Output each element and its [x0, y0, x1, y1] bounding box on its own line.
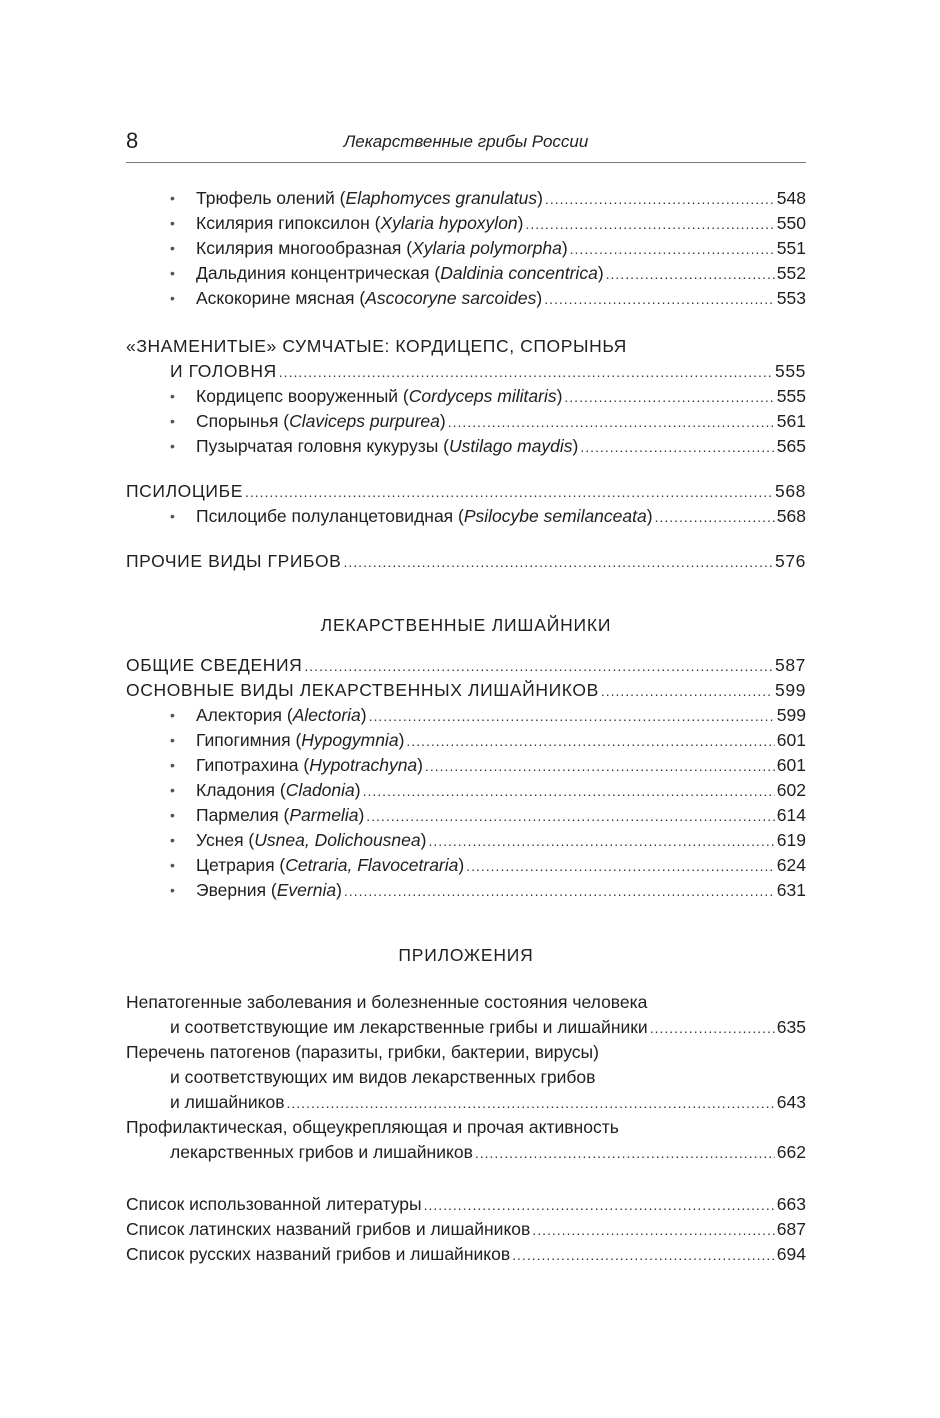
entry-text: Цетрария (Cetraria, Flavocetraria): [196, 855, 465, 875]
page-ref: 599: [775, 680, 806, 700]
page-ref: 694: [776, 1244, 806, 1264]
dot-leader: [406, 729, 774, 754]
entry-text: Эверния (Evernia): [196, 880, 342, 900]
entry-text: Спорынья (Claviceps purpurea): [196, 411, 446, 431]
dot-leader: [425, 754, 775, 779]
dot-leader: [279, 360, 773, 385]
toc-entry[interactable]: [126, 878, 806, 903]
dot-leader: [564, 385, 774, 410]
entry-text: Дальдиния концентрическая (Daldinia concentrica): [196, 263, 604, 283]
page-ref: 548: [776, 188, 806, 208]
page-ref: 565: [776, 436, 806, 456]
toc-entry[interactable]: [126, 828, 806, 853]
toc-entry-line2[interactable]: и соответствующие им лекарственные грибы и лишайники ..... 635: [126, 1015, 806, 1040]
bullet-icon: •: [170, 438, 175, 454]
toc-entry[interactable]: [126, 703, 806, 728]
entry-text: Уснея (Usnea, Dolichousnea): [196, 830, 427, 850]
toc-block-lichens: [126, 653, 806, 903]
bullet-icon: •: [170, 857, 175, 873]
toc-entry-line1[interactable]: Профилактическая, общеукрепляющая и прочая активность: [126, 1117, 619, 1137]
toc-block-famous-ascomycetes: [126, 334, 806, 459]
dot-leader: [245, 480, 773, 505]
toc-entry[interactable]: [126, 803, 806, 828]
entry-text: Псилоцибе полуланцетовидная (Psilocybe semilanceata): [196, 506, 653, 526]
toc-entry[interactable]: [126, 853, 806, 878]
bullet-icon: •: [170, 707, 175, 723]
entry-text: Пузырчатая головня кукурузы (Ustilago maydis): [196, 436, 579, 456]
toc-heading-line1[interactable]: «ЗНАМЕНИТЫЕ» СУМЧАТЫЕ: КОРДИЦЕПС, СПОРЫНЬЯ: [126, 336, 627, 356]
page-ref: 568: [776, 506, 806, 526]
dot-leader: [532, 1218, 774, 1243]
dot-leader: [655, 505, 775, 530]
dot-leader: [545, 187, 775, 212]
toc-entry[interactable]: [126, 778, 806, 803]
header-rule: [126, 162, 806, 163]
toc-entry[interactable]: [126, 211, 806, 236]
page-ref: 552: [776, 263, 806, 283]
dot-leader: [287, 1091, 775, 1116]
dot-leader: [475, 1141, 775, 1166]
page-ref: 602: [776, 780, 806, 800]
dot-leader: [363, 779, 775, 804]
page-ref: 619: [776, 830, 806, 850]
entry-text: Гипогимния (Hypogymnia): [196, 730, 405, 750]
dot-leader: [601, 679, 773, 704]
toc-heading-general[interactable]: ОБЩИЕ СВЕДЕНИЯ ..... 587: [126, 653, 806, 678]
toc-entry[interactable]: [126, 261, 806, 286]
toc-entry[interactable]: [126, 434, 806, 459]
toc-heading[interactable]: ПРОЧИЕ ВИДЫ ГРИБОВ ..... 576: [126, 549, 806, 574]
dot-leader: [366, 804, 775, 829]
entry-text: Пармелия (Parmelia): [196, 805, 365, 825]
page-ref: 614: [776, 805, 806, 825]
page-ref: 553: [776, 288, 806, 308]
toc-entry[interactable]: Список латинских названий грибов и лишайников ..... 687: [126, 1217, 806, 1242]
entry-text: Кладония (Cladonia): [196, 780, 361, 800]
toc-entry[interactable]: [126, 753, 806, 778]
bullet-icon: •: [170, 190, 175, 206]
bullet-icon: •: [170, 290, 175, 306]
page-ref: 561: [776, 411, 806, 431]
bullet-icon: •: [170, 732, 175, 748]
toc-heading-main-species[interactable]: ОСНОВНЫЕ ВИДЫ ЛЕКАРСТВЕННЫХ ЛИШАЙНИКОВ ..... 599: [126, 678, 806, 703]
entry-text: Трюфель олений (Elaphomyces granulatus): [196, 188, 543, 208]
dot-leader: [525, 212, 774, 237]
bullet-icon: •: [170, 882, 175, 898]
dot-leader: [424, 1193, 775, 1218]
entry-text: Ксилярия гипоксилон (Xylaria hypoxylon): [196, 213, 524, 233]
toc-entry[interactable]: Список использованной литературы ..... 663: [126, 1192, 806, 1217]
dot-leader: [369, 704, 775, 729]
toc-block-appendices: [126, 990, 806, 1165]
page-ref: 601: [776, 730, 806, 750]
dot-leader: [344, 879, 775, 904]
bullet-icon: •: [170, 832, 175, 848]
dot-leader: [606, 262, 775, 287]
bullet-icon: •: [170, 265, 175, 281]
toc-entry[interactable]: [126, 384, 806, 409]
toc-entry[interactable]: Список русских названий грибов и лишайников ..... 694: [126, 1242, 806, 1267]
dot-leader: [304, 654, 773, 679]
dot-leader: [544, 287, 775, 312]
dot-leader: [428, 829, 774, 854]
toc-entry-line1[interactable]: Непатогенные заболевания и болезненные состояния человека: [126, 992, 648, 1012]
dot-leader: [580, 435, 774, 460]
toc-entry-line3[interactable]: и лишайников ..... 643: [126, 1090, 806, 1115]
toc-entry[interactable]: [126, 504, 806, 529]
page-ref: 551: [776, 238, 806, 258]
entry-text: Гипотрахина (Hypotrachyna): [196, 755, 423, 775]
section-title-appendices: ПРИЛОЖЕНИЯ: [398, 945, 534, 965]
page-number: 8: [126, 128, 139, 153]
toc-entry-line1[interactable]: Перечень патогенов (паразиты, грибки, бактерии, вирусы): [126, 1042, 599, 1062]
section-title-lichens: ЛЕКАРСТВЕННЫЕ ЛИШАЙНИКИ: [320, 615, 612, 635]
page-ref: 687: [776, 1219, 806, 1239]
bullet-icon: •: [170, 240, 175, 256]
toc-entry[interactable]: [126, 409, 806, 434]
page-ref: 587: [775, 655, 806, 675]
bullet-icon: •: [170, 782, 175, 798]
entry-text: Ксилярия многообразная (Xylaria polymorpha): [196, 238, 568, 258]
page-ref: 643: [776, 1092, 806, 1112]
page-ref: 576: [775, 551, 806, 571]
toc-entry[interactable]: [126, 728, 806, 753]
toc-block-ascomycetes: [126, 186, 806, 311]
toc-block-lists: [126, 1192, 806, 1267]
toc-entry[interactable]: [126, 286, 806, 311]
dot-leader: [448, 410, 775, 435]
entry-text: Аскокорине мясная (Ascocoryne sarcoides): [196, 288, 543, 308]
page-ref: 631: [776, 880, 806, 900]
page-ref: 599: [776, 705, 806, 725]
running-head-title: Лекарственные грибы России: [343, 132, 589, 151]
running-head: [126, 126, 806, 158]
page-ref: 568: [775, 481, 806, 501]
page-ref: 635: [776, 1017, 806, 1037]
page-ref: 601: [776, 755, 806, 775]
page-ref: 555: [776, 386, 806, 406]
dot-leader: [512, 1243, 775, 1268]
toc-block-other-fungi: [126, 549, 806, 574]
toc-heading-line2[interactable]: И ГОЛОВНЯ ..... 555: [126, 359, 806, 384]
bullet-icon: •: [170, 215, 175, 231]
dot-leader: [343, 550, 773, 575]
toc-entry-line2[interactable]: и соответствующих им видов лекарственных грибов: [170, 1067, 596, 1087]
page-ref: 624: [776, 855, 806, 875]
entry-text: Алектория (Alectoria): [196, 705, 367, 725]
bullet-icon: •: [170, 757, 175, 773]
bullet-icon: •: [170, 807, 175, 823]
page-ref: 663: [776, 1194, 806, 1214]
bullet-icon: •: [170, 508, 175, 524]
toc-entry[interactable]: [126, 236, 806, 261]
toc-block-psilocybe: [126, 479, 806, 529]
page-ref: 555: [775, 361, 806, 381]
bullet-icon: •: [170, 413, 175, 429]
page-ref: 662: [776, 1142, 806, 1162]
toc-entry[interactable]: [126, 186, 806, 211]
bullet-icon: •: [170, 388, 175, 404]
page-ref: 550: [776, 213, 806, 233]
entry-text: Кордицепс вооруженный (Cordyceps militaris): [196, 386, 563, 406]
toc-heading[interactable]: ПСИЛОЦИБЕ ..... 568: [126, 479, 806, 504]
dot-leader: [466, 854, 775, 879]
toc-entry-line2[interactable]: лекарственных грибов и лишайников ..... 662: [126, 1140, 806, 1165]
dot-leader: [570, 237, 775, 262]
dot-leader: [650, 1016, 775, 1041]
